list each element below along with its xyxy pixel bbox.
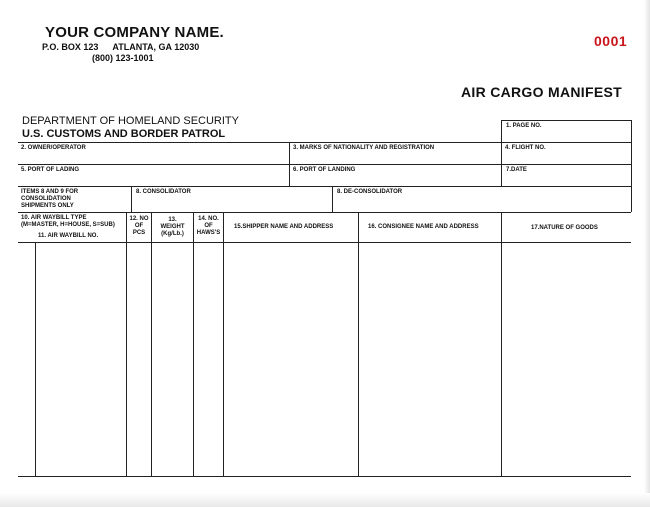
- haws-line-1: 14. NO.: [198, 216, 219, 222]
- haws-header: [194, 216, 223, 237]
- goods-header: 17.NATURE OF GOODS: [531, 225, 598, 231]
- items-note-line-3: SHIPMENTS ONLY: [21, 203, 74, 209]
- haws-line-2: OF: [204, 223, 213, 229]
- weight-line-2: WEIGHT: [160, 224, 185, 230]
- rule-col-haws: [193, 212, 194, 476]
- weight-header: [152, 217, 193, 238]
- pcs-header: [127, 216, 151, 237]
- rule-mid-col: [289, 142, 290, 186]
- department-label: DEPARTMENT OF HOMELAND SECURITY: [22, 115, 239, 127]
- rule-col-shipper: [223, 212, 224, 476]
- haws-line-3: HAWS'S: [196, 230, 221, 236]
- company-name: YOUR COMPANY NAME.: [45, 24, 224, 41]
- pcs-line-3: PCS: [132, 230, 146, 236]
- awb-type-header: [21, 215, 115, 229]
- pcs-line-2: OF: [134, 223, 144, 229]
- weight-line-1: 13.: [168, 217, 177, 223]
- items-note-line-2: CONSOLIDATION: [21, 196, 71, 202]
- items-note: [21, 189, 78, 210]
- form-title: AIR CARGO MANIFEST: [461, 84, 622, 100]
- agency-label: U.S. CUSTOMS AND BORDER PATROL: [22, 128, 226, 140]
- awb-type-line-2: (M=MASTER, H=HOUSE, S=SUB): [21, 222, 115, 228]
- company-address: [42, 42, 199, 52]
- rule-outer-right: [631, 120, 632, 212]
- deconsolidator-label: 8. DE-CONSOLIDATOR: [337, 189, 403, 195]
- items-note-line-1: ITEMS 8 AND 9 FOR: [21, 189, 79, 195]
- flight-no-label: 4. FLIGHT NO.: [505, 145, 546, 151]
- rule-row3-top: [18, 186, 631, 187]
- rule-col-awb-type: [35, 242, 36, 476]
- rule-row2-top: [18, 164, 631, 165]
- company-phone: (800) 123-1001: [92, 53, 154, 63]
- rule-columns-bottom: [18, 242, 631, 243]
- consignee-header: 16. CONSIGNEE NAME AND ADDRESS: [368, 224, 479, 230]
- port-lading-label: 5. PORT OF LADING: [21, 167, 80, 173]
- rule-col-weight: [151, 212, 152, 476]
- company-po-box: P.O. BOX 123: [42, 42, 99, 52]
- rule-deconsolidator-left: [332, 186, 333, 212]
- weight-line-3: (Kg/Lb.): [161, 231, 184, 237]
- rule-page-top: [501, 120, 631, 121]
- rule-row1-top: [18, 142, 631, 143]
- rule-col-goods: [501, 212, 502, 476]
- date-label: 7.DATE: [506, 167, 527, 173]
- port-landing-label: 6. PORT OF LANDING: [293, 167, 356, 173]
- rule-col-pcs: [126, 212, 127, 476]
- page-edge-shadow: [644, 0, 650, 507]
- rule-col-consignee: [358, 212, 359, 476]
- owner-operator-label: 2. OWNER/OPERATOR: [21, 145, 86, 151]
- marks-label: 3. MARKS OF NATIONALITY AND REGISTRATION: [293, 145, 435, 151]
- rule-consolidator-left: [131, 186, 132, 212]
- pcs-line-1: 12. NO: [129, 216, 149, 222]
- page-bottom-shadow: [0, 493, 650, 507]
- awb-type-line-1: 10. AIR WAYBILL TYPE: [21, 215, 87, 221]
- consolidator-label: 8. CONSOLIDATOR: [136, 189, 191, 195]
- rule-row4-top: [18, 212, 631, 213]
- page-no-label: 1. PAGE NO.: [506, 123, 542, 129]
- company-city: ATLANTA, GA 12030: [112, 42, 200, 52]
- shipper-header: 15.SHIPPER NAME AND ADDRESS: [234, 224, 334, 230]
- form-number: 0001: [594, 33, 628, 49]
- rule-table-bottom: [18, 476, 631, 477]
- rule-right-col: [501, 120, 502, 186]
- awb-no-header: 11. AIR WAYBILL NO.: [38, 233, 99, 239]
